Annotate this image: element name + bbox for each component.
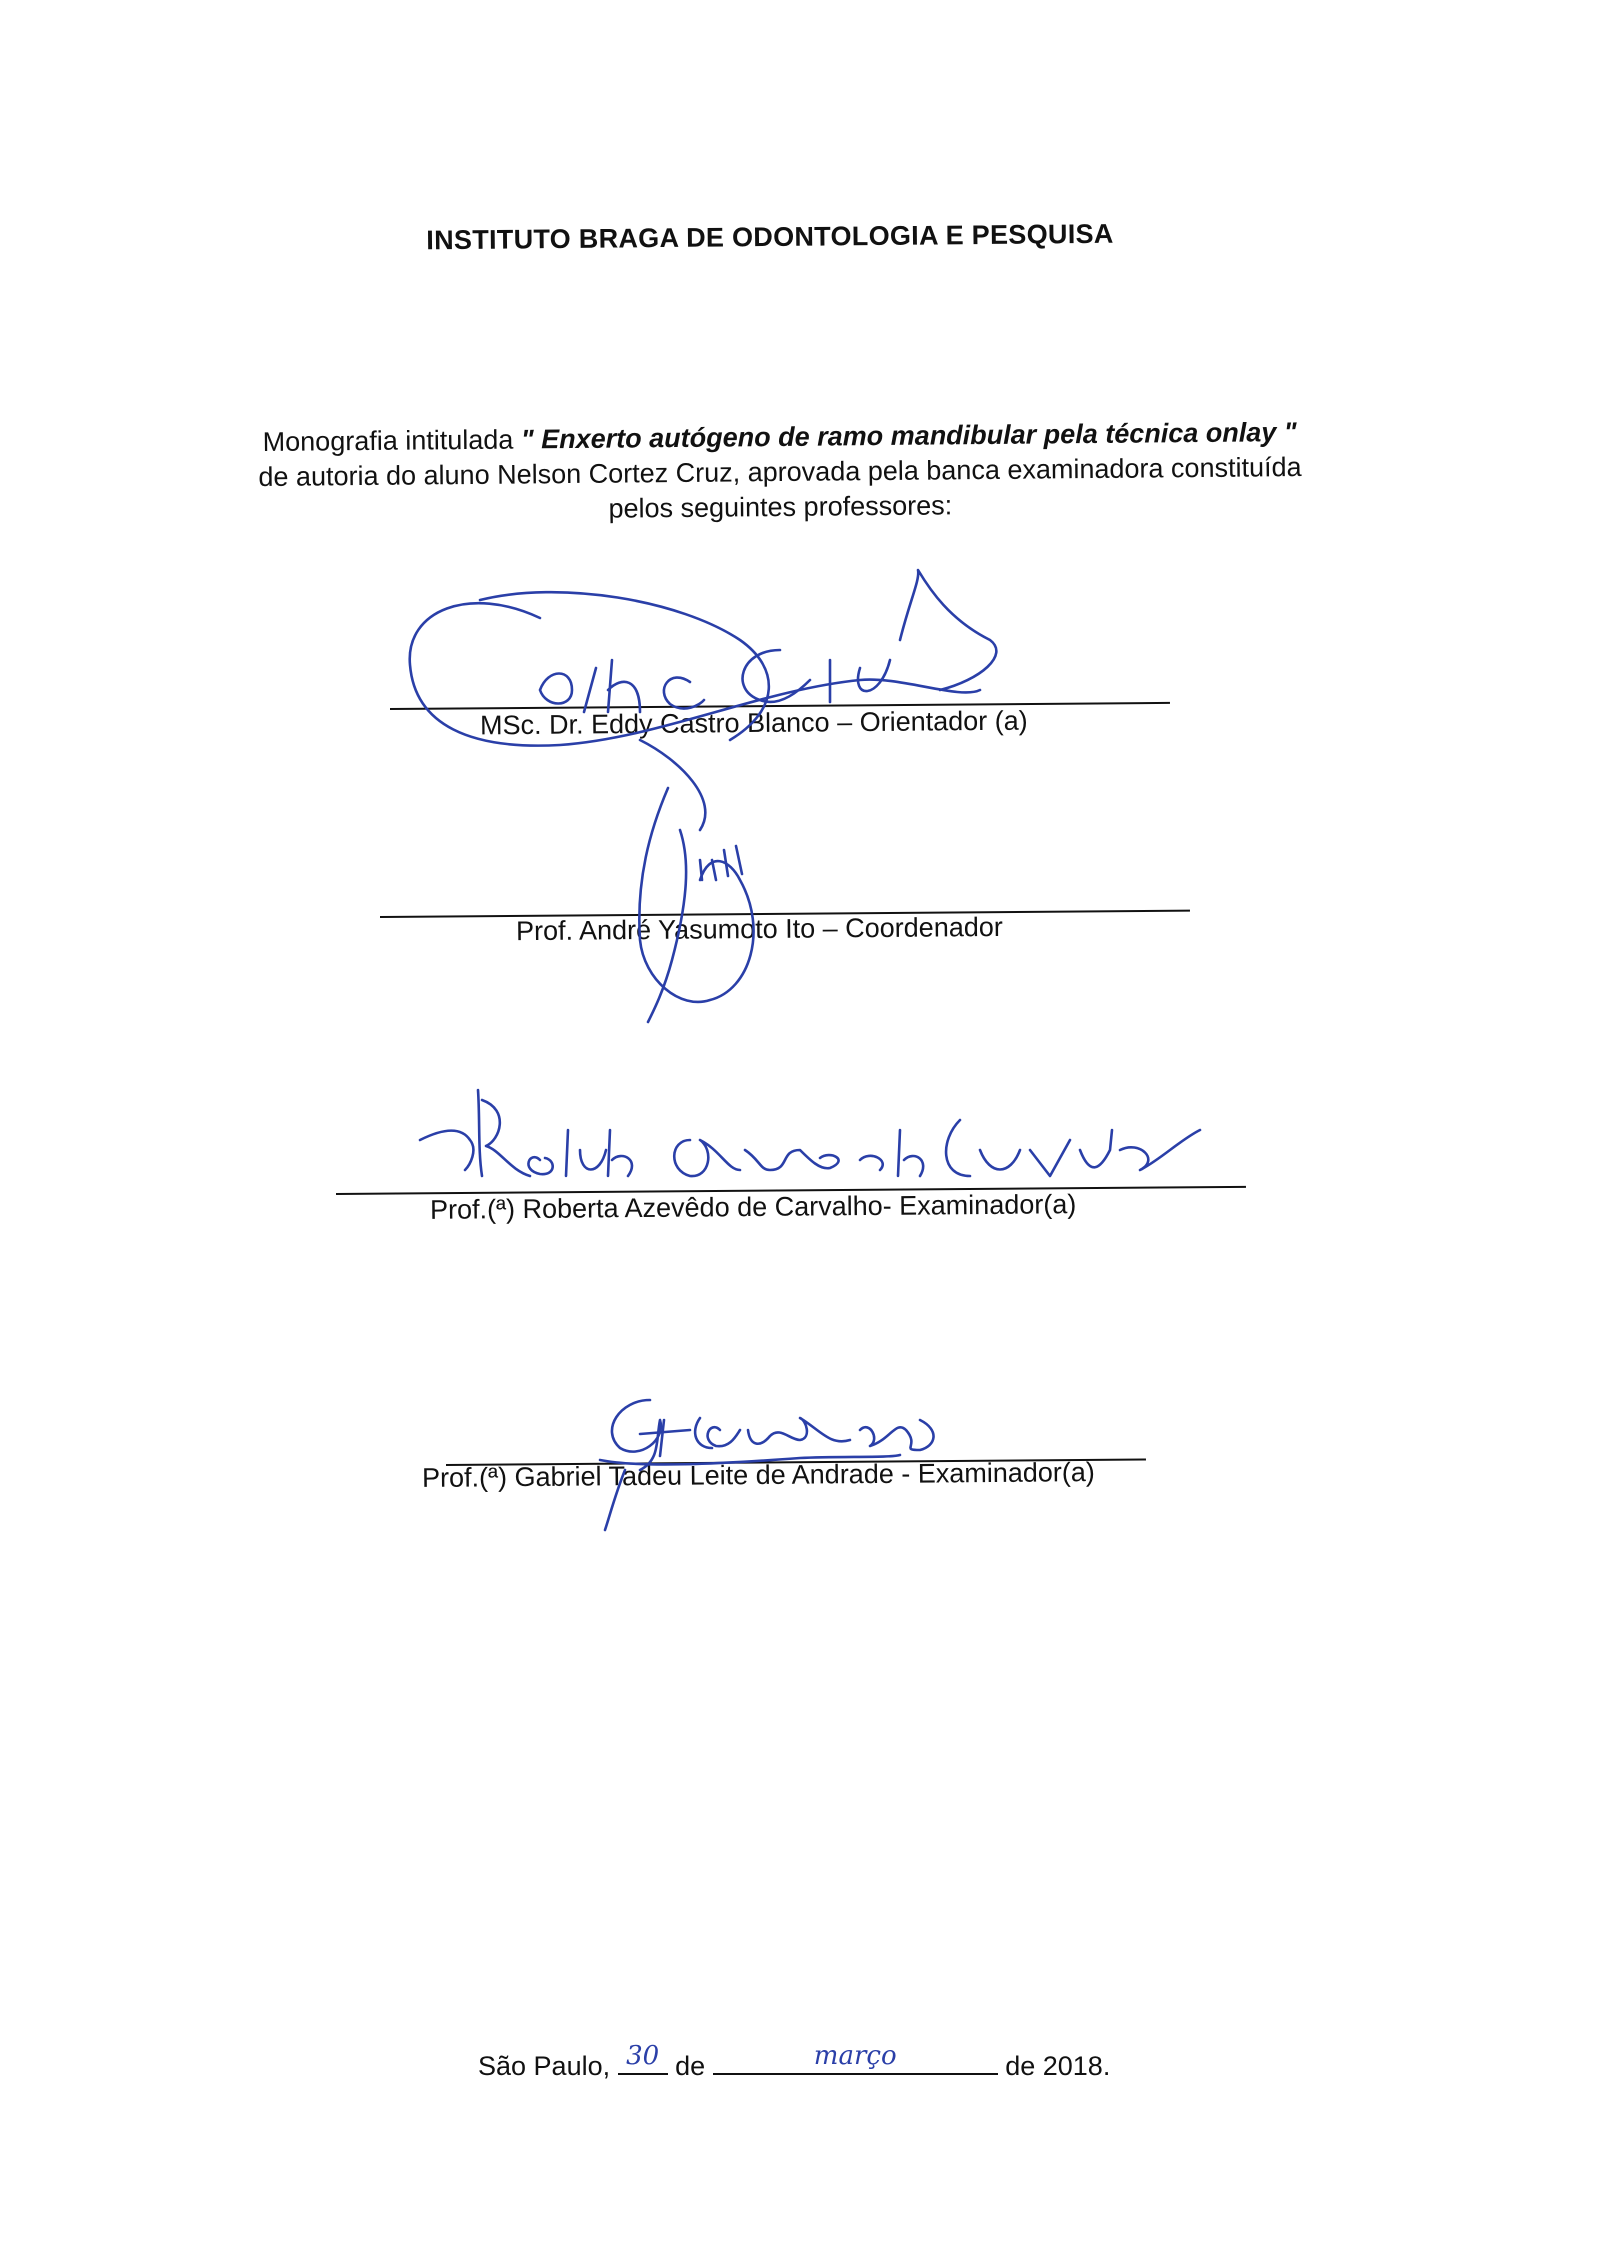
city: São Paulo, — [478, 2051, 611, 2081]
date-line — [478, 2043, 1110, 2082]
caption-examinador-2: Prof.(ª) Gabriel Tadeu Leite de Andrade - Examinador(a) — [421, 1457, 1095, 1493]
caption-orientador: MSc. Dr. Eddy Castro Blanco – Orientador (a) — [479, 705, 1028, 741]
year-text: de 2018. — [1005, 2051, 1111, 2081]
intro-line-2: de autoria do aluno Nelson Cortez Cruz, aprovada pela banca examinadora constituída — [258, 451, 1302, 493]
intro-paragraph — [180, 414, 1381, 531]
intro-line-3: pelos seguintes professores: — [608, 490, 953, 524]
signature-examinador-1 — [420, 1090, 1200, 1176]
monograph-title: " Enxerto autógeno de ramo mandibular pela técnica onlay " — [520, 417, 1297, 455]
signature-coordenador — [639, 788, 753, 1022]
month-value: março — [813, 2041, 897, 2071]
day-field — [618, 2043, 668, 2075]
signature-orientador — [410, 570, 997, 830]
month-field — [713, 2043, 998, 2075]
day-value: 30 — [626, 2041, 660, 2071]
de-1: de — [675, 2051, 706, 2081]
institution-title: INSTITUTO BRAGA DE ODONTOLOGIA E PESQUISA — [426, 218, 1114, 256]
caption-examinador-1: Prof.(ª) Roberta Azevêdo de Carvalho- Examinador(a) — [429, 1189, 1077, 1225]
intro-lead: Monografia intitulada — [262, 424, 514, 457]
caption-coordenador: Prof. André Yasumoto Ito – Coordenador — [515, 911, 1003, 947]
